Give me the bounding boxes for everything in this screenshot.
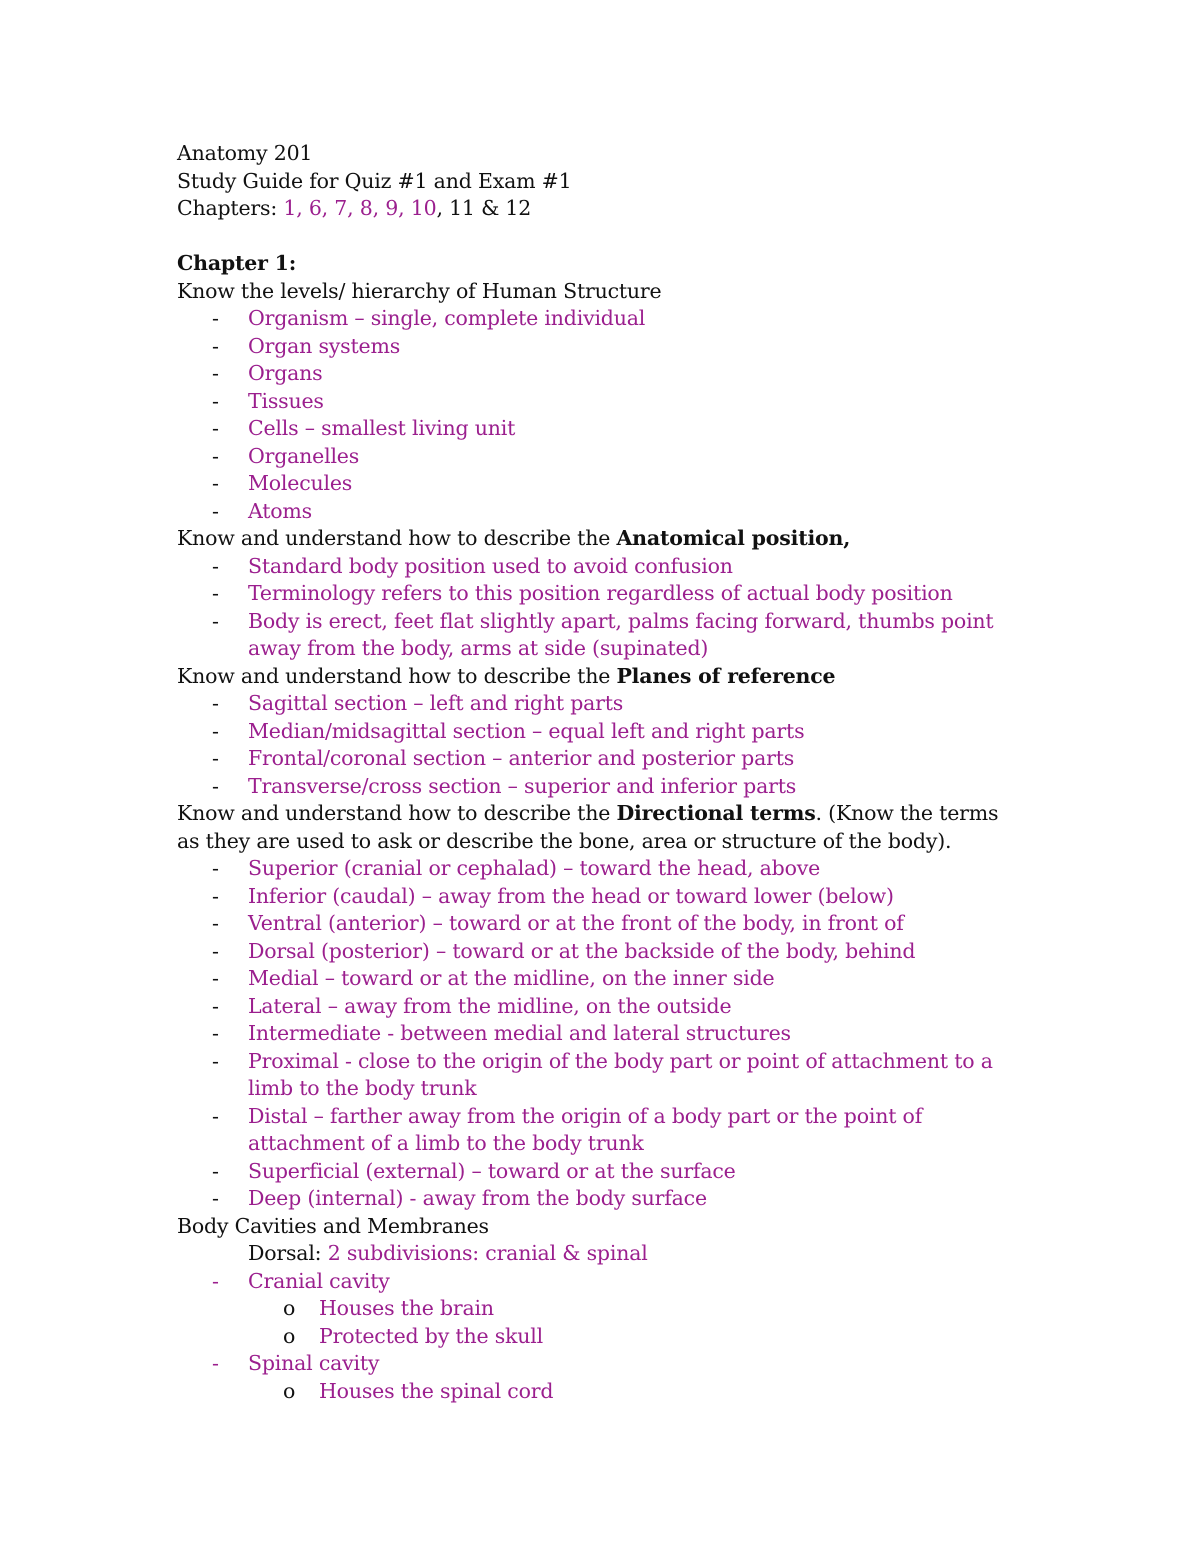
sub-list-item: o Houses the brain — [177, 1295, 1017, 1323]
list-item: - Dorsal (posterior) – toward or at the backside of the body, behind — [212, 938, 916, 963]
list-item: - Tissues — [212, 388, 324, 413]
list-item: - Cells – smallest living unit — [212, 416, 516, 440]
chapters-remaining: , 11 & 12 — [436, 196, 532, 220]
list-item: - Medial – toward or at the midline, on the inner side — [212, 966, 775, 990]
list-item: - Median/midsagittal section – equal left and right parts — [212, 718, 805, 743]
list-item: - Molecules — [212, 471, 353, 495]
list-item: - Frontal/coronal section – anterior and posterior parts — [212, 746, 795, 770]
dorsal-line: Dorsal: 2 subdivisions: cranial & spinal — [248, 1241, 648, 1265]
list-item: - Superior (cranial or cephalad) – toward the head, above — [212, 856, 821, 880]
sub-list-item: o Houses the spinal cord — [177, 1378, 1017, 1406]
list-item: - Standard body position used to avoid confusion — [212, 553, 733, 578]
chapters-line — [177, 195, 1017, 223]
directional-heading: Know and understand how to describe the Directional terms. (Know the terms as they are used to ask or describe the bone, area or structure of the body). — [177, 801, 999, 853]
list-item: - Atoms — [212, 498, 312, 523]
list-item: - Sagittal section – left and right parts — [212, 691, 624, 715]
list-item: - Organelles — [212, 443, 360, 468]
circle-bullet-icon: o — [283, 1378, 296, 1403]
chapters-label: Chapters: — [177, 196, 284, 220]
list-item: - Body is erect, feet flat slightly apart, palms facing forward, thumbs point away from the body, arms at side (supinated) — [212, 608, 994, 660]
list-item: - Inferior (caudal) – away from the head or toward lower (below) — [212, 883, 894, 908]
sub-list-item: o Protected by the skull — [177, 1323, 1017, 1351]
list-item: - Deep (internal) - away from the body surface — [212, 1186, 707, 1210]
list-item: - Proximal - close to the origin of the body part or point of attachment to a limb to the body trunk — [212, 1048, 993, 1100]
cavities-heading: Body Cavities and Membranes — [177, 1213, 489, 1238]
course-title: Anatomy 201 — [177, 141, 313, 165]
list-item: - Intermediate - between medial and lateral structures — [212, 1021, 791, 1045]
list-item: - Transverse/cross section – superior and inferior parts — [212, 773, 797, 798]
guide-title: Study Guide for Quiz #1 and Exam #1 — [177, 168, 572, 193]
list-item: - Organs — [212, 361, 323, 385]
circle-bullet-icon: o — [283, 1296, 296, 1320]
list-item: - Distal – farther away from the origin of a body part or the point of attachment of a limb to the body trunk — [212, 1103, 923, 1155]
chapters-covered: 1, 6, 7, 8, 9, 10 — [283, 196, 437, 220]
list-item: - Organ systems — [212, 333, 401, 358]
levels-heading: Know the levels/ hierarchy of Human Structure — [177, 278, 662, 303]
planes-heading: Know and understand how to describe the Planes of reference — [177, 663, 836, 688]
list-item: - Ventral (anterior) – toward or at the front of the body, in front of — [212, 911, 904, 935]
study-guide-text — [177, 140, 1017, 1405]
list-item: - Lateral – away from the midline, on the outside — [212, 993, 732, 1018]
list-item: - Terminology refers to this position regardless of actual body position — [212, 581, 953, 605]
list-item: - Organism – single, complete individual — [212, 306, 646, 330]
chapter-heading: Chapter 1: — [177, 251, 297, 275]
list-item: - Spinal cavity — [212, 1351, 380, 1375]
list-item: - Cranial cavity — [212, 1268, 390, 1293]
anatomical-heading: Know and understand how to describe the Anatomical position, — [177, 526, 851, 550]
list-item: - Superficial (external) – toward or at the surface — [212, 1158, 736, 1183]
circle-bullet-icon: o — [283, 1323, 296, 1348]
